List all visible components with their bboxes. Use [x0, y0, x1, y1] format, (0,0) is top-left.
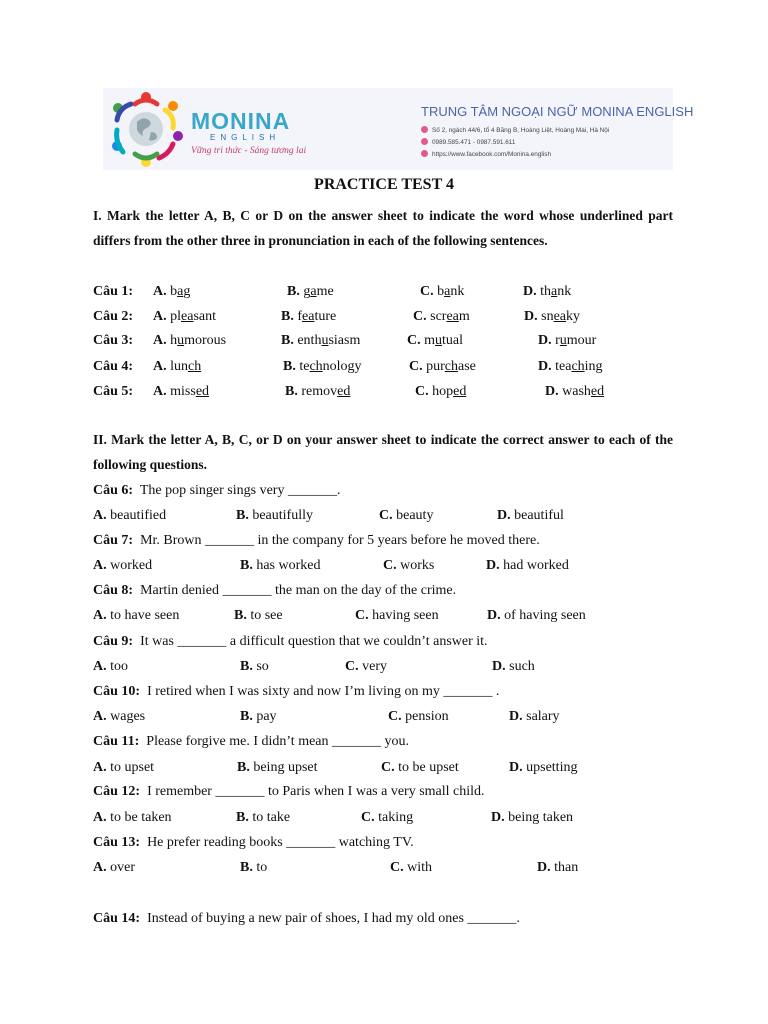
facebook-link[interactable]: https://www.facebook.com/Monina.english: [432, 151, 551, 158]
option-text: being upset: [253, 760, 318, 775]
answer-option[interactable]: [287, 283, 334, 301]
answer-option[interactable]: [153, 308, 216, 326]
answer-option[interactable]: [93, 708, 145, 726]
option-letter: D.: [509, 709, 523, 724]
answer-option[interactable]: [491, 809, 573, 827]
answer-option[interactable]: [537, 859, 578, 877]
option-letter: C.: [415, 384, 429, 399]
address-line: [421, 126, 609, 134]
option-letter: A.: [93, 508, 107, 523]
answer-option[interactable]: [153, 332, 226, 350]
answer-option[interactable]: [237, 759, 318, 777]
question-stem: He prefer reading books _______ watching TV.: [147, 835, 414, 850]
underlined-part: ch: [309, 359, 323, 374]
option-text: salary: [526, 709, 560, 724]
option-letter: C.: [388, 709, 402, 724]
option-text: to: [256, 860, 268, 875]
option-word-end: morous: [184, 333, 227, 348]
option-letter: D.: [524, 309, 538, 324]
option-text: having seen: [372, 608, 439, 623]
option-text: than: [554, 860, 579, 875]
option-text: so: [256, 659, 269, 674]
answer-option[interactable]: [390, 859, 432, 877]
option-letter: A.: [93, 709, 107, 724]
question-stem: Mr. Brown _______ in the company for 5 years before he moved there.: [140, 533, 540, 548]
question-label: Câu 2:: [93, 309, 134, 324]
option-text: to see: [250, 608, 283, 623]
option-letter: C.: [361, 810, 375, 825]
header-banner: [103, 88, 694, 170]
option-word-start: h: [170, 333, 178, 348]
underlined-part: ch: [571, 359, 585, 374]
section1-heading: I. Mark the letter A, B, C or D on the answer sheet to indicate the word whose underlined part differs from the other three in pronunciation in each of the following sentences.: [93, 208, 673, 248]
underlined-part: ed: [195, 384, 210, 399]
option-letter: D.: [497, 508, 511, 523]
option-letter: D.: [492, 659, 506, 674]
option-word-start: b: [170, 284, 178, 299]
question-label: Câu 13:: [93, 835, 141, 850]
brand-subtitle: ENGLISH: [210, 133, 281, 142]
option-letter: C.: [355, 608, 369, 623]
option-word-end: mour: [566, 333, 597, 348]
option-letter: B.: [287, 284, 300, 299]
option-text: to be upset: [398, 760, 459, 775]
option-letter: C.: [413, 309, 427, 324]
underlined-part: u: [321, 333, 329, 348]
option-word-start: g: [303, 284, 311, 299]
phone-text: 0989.585.471 - 0987.591.611: [432, 139, 516, 146]
option-text: being taken: [508, 810, 574, 825]
option-text: beautifully: [252, 508, 313, 523]
question-label: Câu 14:: [93, 911, 141, 926]
option-letter: A.: [93, 608, 107, 623]
question-stem: I remember _______ to Paris when I was a very small child.: [147, 784, 485, 799]
option-text: such: [509, 659, 535, 674]
answer-option[interactable]: [524, 308, 580, 326]
option-word-start: m: [424, 333, 436, 348]
option-word-start: pur: [426, 359, 445, 374]
question-label: Câu 3:: [93, 333, 134, 348]
question-label: Câu 9:: [93, 634, 134, 649]
center-name: TRUNG TÂM NGOẠI NGỮ MONINA ENGLISH: [421, 104, 694, 119]
brand-name: MONINA: [191, 108, 291, 134]
option-word-start: wash: [562, 384, 591, 399]
phone-line: [421, 138, 515, 146]
slogan: Vững tri thức - Sáng tương lai: [191, 146, 307, 156]
option-word-end: nk: [450, 284, 465, 299]
underlined-part: u: [435, 333, 443, 348]
answer-option[interactable]: [93, 557, 152, 575]
question-label: Câu 11:: [93, 734, 140, 749]
option-letter: B.: [240, 860, 253, 875]
question-row: [93, 532, 540, 550]
option-word-start: hop: [432, 384, 454, 399]
option-letter: A.: [153, 333, 167, 348]
option-letter: C.: [379, 508, 393, 523]
option-word-end: nk: [557, 284, 572, 299]
answer-option[interactable]: [486, 557, 569, 575]
question-label: Câu 4:: [93, 359, 134, 374]
option-text: to upset: [110, 760, 155, 775]
option-word-end: nology: [322, 359, 362, 374]
option-word-start: scr: [430, 309, 447, 324]
option-letter: D.: [538, 359, 552, 374]
answer-option[interactable]: [383, 557, 434, 575]
option-letter: A.: [93, 810, 107, 825]
option-word-start: tea: [555, 359, 572, 374]
answer-option[interactable]: [93, 658, 128, 676]
option-letter: A.: [153, 284, 167, 299]
option-letter: C.: [420, 284, 434, 299]
underlined-part: ed: [453, 384, 467, 399]
answer-option[interactable]: [388, 708, 449, 726]
underlined-part: ea: [181, 309, 194, 324]
answer-option[interactable]: [281, 332, 360, 350]
option-word-start: sn: [541, 309, 554, 324]
answer-option[interactable]: [545, 383, 604, 401]
option-letter: D.: [538, 333, 552, 348]
answer-option[interactable]: [240, 859, 267, 877]
option-text: works: [400, 558, 435, 573]
answer-option[interactable]: [407, 332, 463, 350]
option-text: too: [110, 659, 129, 674]
underlined-part: ed: [337, 384, 351, 399]
section2-heading: II. Mark the letter A, B, C, or D on your answer sheet to indicate the correct answer to each of the following questions.: [93, 432, 673, 472]
answer-option[interactable]: [409, 358, 476, 376]
answer-option[interactable]: [153, 383, 209, 401]
option-text: over: [110, 860, 136, 875]
question-row: [93, 582, 456, 600]
option-letter: D.: [487, 608, 501, 623]
facebook-line[interactable]: [421, 150, 551, 158]
address-text: Số 2, ngách 44/6, tổ 4 Băng B, Hoàng Liệt, Hoàng Mai, Hà Nội: [432, 127, 610, 134]
page-title: PRACTICE TEST 4: [314, 176, 454, 193]
option-letter: C.: [407, 333, 421, 348]
monina-logo-icon: [105, 88, 187, 170]
option-letter: D.: [509, 760, 523, 775]
question-stem: It was _______ a difficult question that we couldn’t answer it.: [140, 634, 488, 649]
option-letter: C.: [390, 860, 404, 875]
option-text: very: [362, 659, 388, 674]
option-text: beautified: [110, 508, 167, 523]
question-stem: I retired when I was sixty and now I’m living on my _______ .: [147, 684, 500, 699]
answer-option[interactable]: [93, 759, 154, 777]
option-word-start: b: [437, 284, 445, 299]
answer-option[interactable]: [497, 507, 564, 525]
option-text: pension: [405, 709, 449, 724]
option-word-start: remov: [301, 384, 338, 399]
option-letter: C.: [383, 558, 397, 573]
question-label: Câu 6:: [93, 483, 134, 498]
option-word-end: me: [316, 284, 334, 299]
option-text: with: [407, 860, 433, 875]
answer-option[interactable]: [240, 658, 269, 676]
option-word-start: th: [540, 284, 552, 299]
option-word-end: tual: [442, 333, 464, 348]
option-word-end: ase: [458, 359, 476, 374]
option-letter: A.: [153, 309, 167, 324]
question-stem: Instead of buying a new pair of shoes, I had my old ones _______.: [147, 911, 520, 926]
answer-option[interactable]: [355, 607, 439, 625]
answer-option[interactable]: [415, 383, 466, 401]
underlined-part: ea: [446, 309, 459, 324]
question-stem: The pop singer sings very _______.: [139, 483, 341, 498]
answer-option[interactable]: [93, 507, 166, 525]
option-text: has worked: [256, 558, 321, 573]
option-text: to have seen: [110, 608, 180, 623]
answer-option[interactable]: [420, 283, 464, 301]
option-letter: A.: [93, 760, 107, 775]
option-letter: B.: [234, 608, 247, 623]
option-word-start: lun: [170, 359, 189, 374]
option-letter: B.: [240, 558, 253, 573]
phone-icon: [421, 138, 428, 145]
answer-option[interactable]: [487, 607, 586, 625]
option-text: wages: [110, 709, 146, 724]
answer-option[interactable]: [492, 658, 535, 676]
option-letter: D.: [486, 558, 500, 573]
answer-option[interactable]: [345, 658, 387, 676]
question-row: [93, 482, 340, 500]
option-text: upsetting: [526, 760, 578, 775]
option-word-start: r: [555, 333, 560, 348]
question-label: Câu 8:: [93, 583, 134, 598]
underlined-part: ed: [590, 384, 605, 399]
option-text: had worked: [503, 558, 569, 573]
answer-option[interactable]: [413, 308, 470, 326]
question-row: [93, 683, 499, 701]
question-label: Câu 12:: [93, 784, 141, 799]
option-word-end: ky: [566, 309, 581, 324]
underlined-part: u: [559, 333, 567, 348]
option-letter: C.: [381, 760, 395, 775]
option-word-end: m: [458, 309, 470, 324]
answer-option[interactable]: [93, 607, 179, 625]
option-word-end: siasm: [328, 333, 361, 348]
facebook-icon: [421, 150, 428, 157]
option-letter: D.: [537, 860, 551, 875]
option-letter: B.: [236, 810, 249, 825]
question-label: Câu 1:: [93, 284, 134, 299]
option-letter: B.: [240, 659, 253, 674]
underlined-part: ch: [444, 359, 459, 374]
underlined-part: ea: [553, 309, 567, 324]
option-word-start: f: [297, 309, 303, 324]
option-letter: A.: [153, 384, 167, 399]
option-letter: A.: [93, 860, 107, 875]
underlined-part: a: [177, 284, 184, 299]
answer-option[interactable]: [153, 358, 201, 376]
question-row: [93, 910, 520, 928]
answer-option[interactable]: [240, 708, 277, 726]
option-word-start: miss: [170, 384, 196, 399]
option-letter: D.: [545, 384, 559, 399]
option-letter: D.: [523, 284, 537, 299]
option-letter: A.: [153, 359, 167, 374]
option-text: beautiful: [514, 508, 564, 523]
underlined-part: a: [444, 284, 451, 299]
question-label: Câu 7:: [93, 533, 134, 548]
question-row: [93, 733, 409, 751]
answer-option[interactable]: [93, 809, 172, 827]
option-text: beauty: [396, 508, 434, 523]
option-letter: B.: [281, 309, 294, 324]
underlined-part: ea: [302, 309, 315, 324]
answer-option[interactable]: [234, 607, 283, 625]
question-stem: Martin denied _______ the man on the day of the crime.: [140, 583, 457, 598]
answer-option[interactable]: [379, 507, 433, 525]
question-label: Câu 10:: [93, 684, 141, 699]
answer-option[interactable]: [240, 557, 321, 575]
option-letter: B.: [236, 508, 249, 523]
option-word-start: pl: [170, 309, 182, 324]
answer-option[interactable]: [538, 332, 596, 350]
answer-option[interactable]: [509, 759, 577, 777]
option-text: worked: [110, 558, 153, 573]
option-letter: C.: [345, 659, 359, 674]
underlined-part: a: [551, 284, 558, 299]
answer-option[interactable]: [509, 708, 560, 726]
option-letter: B.: [281, 333, 294, 348]
question-row: [93, 633, 488, 651]
answer-option[interactable]: [236, 809, 290, 827]
option-word-start: te: [299, 359, 310, 374]
answer-option[interactable]: [236, 507, 313, 525]
option-letter: D.: [491, 810, 505, 825]
option-word-end: sant: [193, 309, 217, 324]
answer-option[interactable]: [93, 859, 135, 877]
option-letter: A.: [93, 659, 107, 674]
option-word-end: ing: [584, 359, 603, 374]
option-letter: B.: [240, 709, 253, 724]
answer-option[interactable]: [153, 283, 190, 301]
option-letter: B.: [285, 384, 298, 399]
answer-option[interactable]: [281, 308, 336, 326]
answer-option[interactable]: [285, 383, 350, 401]
option-letter: A.: [93, 558, 107, 573]
option-letter: B.: [283, 359, 296, 374]
underlined-part: ch: [188, 359, 202, 374]
option-word-start: enth: [297, 333, 322, 348]
option-text: to be taken: [110, 810, 172, 825]
option-text: pay: [256, 709, 277, 724]
answer-option[interactable]: [538, 358, 603, 376]
option-text: taking: [378, 810, 414, 825]
option-word-end: ture: [314, 309, 337, 324]
question-stem: Please forgive me. I didn’t mean _______ you.: [146, 734, 410, 749]
question-label: Câu 5:: [93, 384, 134, 399]
answer-option[interactable]: [523, 283, 571, 301]
option-text: to take: [252, 810, 291, 825]
option-word-end: g: [183, 284, 191, 299]
answer-option[interactable]: [283, 358, 362, 376]
underlined-part: u: [177, 333, 185, 348]
option-letter: B.: [237, 760, 250, 775]
option-letter: C.: [409, 359, 423, 374]
option-text: of having seen: [504, 608, 586, 623]
question-row: [93, 783, 485, 801]
underlined-part: a: [310, 284, 317, 299]
answer-option[interactable]: [381, 759, 459, 777]
question-row: [93, 834, 414, 852]
location-icon: [421, 126, 428, 133]
answer-option[interactable]: [361, 809, 413, 827]
